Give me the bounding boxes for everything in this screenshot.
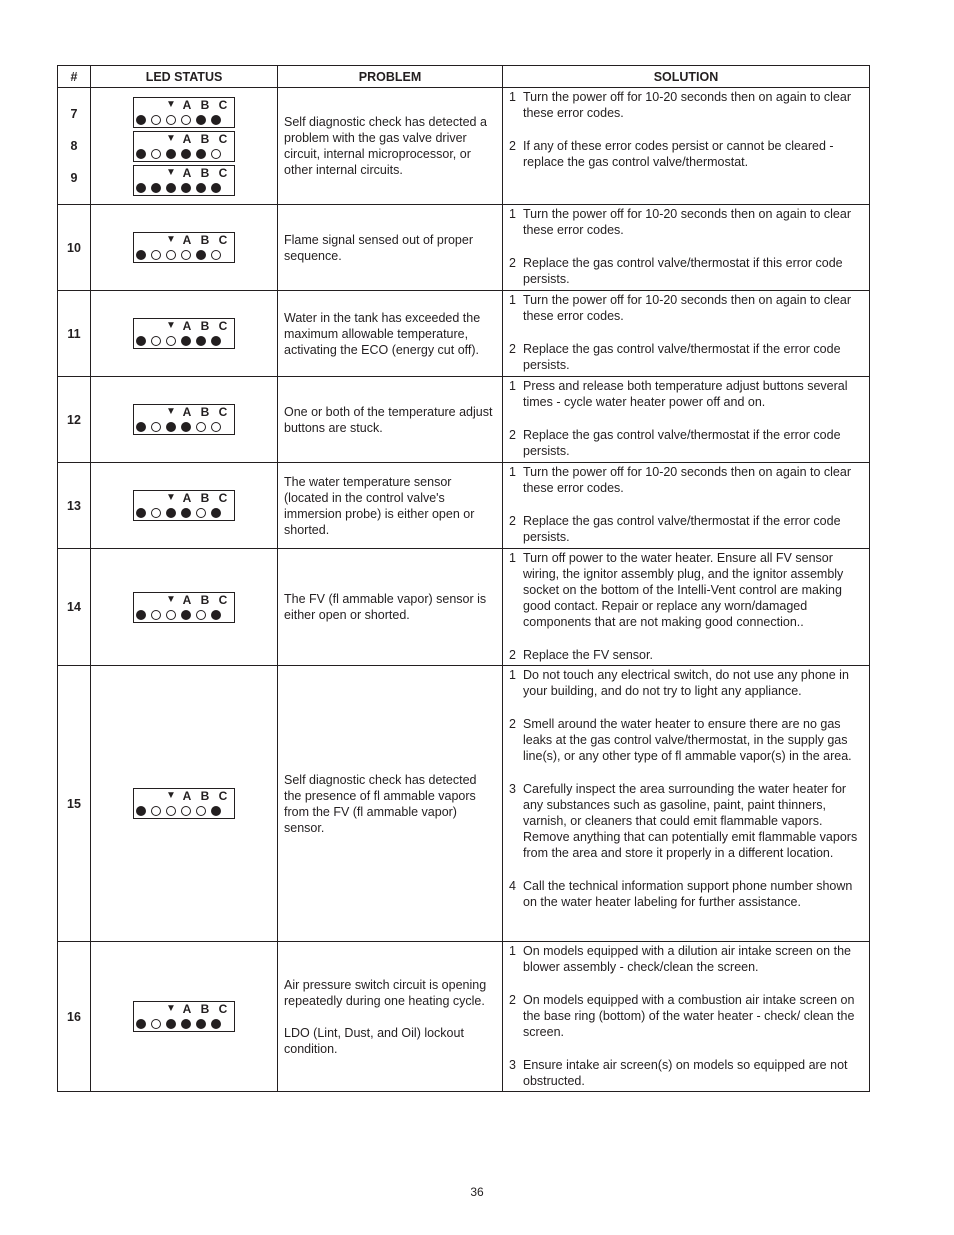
problem-cell <box>278 463 503 549</box>
solution-cell <box>503 88 870 205</box>
solution-cell <box>503 666 870 942</box>
solution-step-number: 2 <box>509 648 516 662</box>
error-code-table <box>57 65 870 1092</box>
led-off-icon <box>151 149 161 159</box>
led-label-b: B <box>200 405 210 419</box>
led-on-icon <box>196 1019 206 1029</box>
led-on-icon <box>196 115 206 125</box>
error-code-number: 15 <box>67 796 81 811</box>
led-off-icon <box>196 422 206 432</box>
solution-step <box>509 781 864 861</box>
error-code-list <box>58 106 90 186</box>
led-column-labels <box>164 593 232 607</box>
led-indicator-row <box>136 508 221 518</box>
led-label-a: A <box>182 97 192 112</box>
table-row <box>58 666 870 942</box>
led-status-group <box>91 592 277 623</box>
led-indicator-row <box>136 183 221 193</box>
led-marker-icon: ▼ <box>166 492 176 503</box>
solution-step <box>509 464 864 496</box>
paragraph-gap <box>509 764 864 780</box>
solution-step <box>509 513 864 545</box>
solution-step-text: On models equipped with a combustion air intake screen on the base ring (bottom) of the water heater - check/ clean the screen. <box>523 993 855 1039</box>
solution-step-text: Turn the power off for 10-20 seconds then on again to clear these error codes. <box>523 465 851 495</box>
led-on-icon <box>136 1019 146 1029</box>
paragraph-gap <box>509 496 864 512</box>
solution-step-text: Carefully inspect the area surrounding the water heater for any substances such as gasoline, paint, paint thinners, varnish, or cleaners that could emit flammable vapors. Remove anything that can potentially emit flammable vapors from the area and store it properly in a different location. <box>523 782 858 860</box>
error-code-list <box>58 498 90 514</box>
solution-step <box>509 89 864 121</box>
problem-text: Water in the tank has exceeded the maximum allowable temperature, activating the ECO (energy cut off). <box>284 310 481 357</box>
led-off-icon <box>166 250 176 260</box>
led-display <box>133 165 235 196</box>
led-display <box>133 318 235 349</box>
led-label-b: B <box>200 592 210 607</box>
led-label-a: A <box>182 592 192 607</box>
solution-step-number: 2 <box>509 139 516 153</box>
led-off-icon <box>211 149 221 159</box>
led-label-b: B <box>200 789 210 803</box>
led-on-icon <box>136 610 146 620</box>
solution-step <box>509 341 864 373</box>
led-off-icon <box>166 806 176 816</box>
solution-step <box>509 427 864 459</box>
paragraph-gap <box>509 238 864 254</box>
led-indicator-row <box>136 1019 221 1029</box>
table-row <box>58 291 870 377</box>
led-display <box>133 232 235 263</box>
error-code-list <box>58 796 90 812</box>
solution-cell <box>503 291 870 377</box>
paragraph-gap <box>509 410 864 426</box>
led-on-icon <box>211 336 221 346</box>
problem-cell <box>278 942 503 1092</box>
led-on-icon <box>211 1019 221 1029</box>
solution-step-text: If any of these error codes persist or cannot be cleared - replace the gas control valve/thermostat. <box>523 139 834 169</box>
led-on-icon <box>181 183 191 193</box>
solution-step <box>509 667 864 699</box>
solution-step-number: 1 <box>509 90 516 104</box>
led-marker-icon: ▼ <box>166 320 176 331</box>
led-status-cell <box>91 549 278 666</box>
solution-step-number: 2 <box>509 428 516 442</box>
led-label-c: C <box>218 319 228 333</box>
error-code-list <box>58 240 90 256</box>
header-problem: PROBLEM <box>278 66 503 88</box>
solution-step-text: Replace the gas control valve/thermostat if the error code persists. <box>523 428 841 458</box>
solution-step-text: Press and release both temperature adjust buttons several times - cycle water heater power off and on. <box>523 379 848 409</box>
paragraph-gap <box>509 1040 864 1056</box>
problem-text: The FV (fl ammable vapor) sensor is either open or shorted. <box>284 592 487 622</box>
solution-cell <box>503 205 870 291</box>
error-code-list <box>58 326 90 342</box>
led-on-icon <box>211 610 221 620</box>
led-on-icon <box>166 422 176 432</box>
error-code-cell <box>58 666 91 942</box>
led-label-a: A <box>182 405 192 419</box>
solution-step-text: Turn the power off for 10-20 seconds then on again to clear these error codes. <box>523 207 851 237</box>
led-off-icon <box>151 336 161 346</box>
led-column-labels <box>164 132 232 146</box>
solution-step <box>509 378 864 410</box>
solution-step <box>509 255 864 287</box>
solution-step <box>509 943 864 975</box>
led-status-cell <box>91 463 278 549</box>
solution-step-text: Turn off power to the water heater. Ensure all FV sensor wiring, the ignitor assembly plug, and the ignitor assembly socket on the bottom of the Intelli-Vent control are making good contact. Repair or replace any worn/damaged components that are not making good connection.. <box>523 551 844 629</box>
led-off-icon <box>151 1019 161 1029</box>
solution-step-text: Smell around the water heater to ensure there are no gas leaks at the gas control valve/thermostat, in the supply gas line(s), or any other type of fl ammable vapor(s) in the area. <box>523 717 852 763</box>
led-marker-icon: ▼ <box>166 406 176 417</box>
led-off-icon <box>181 250 191 260</box>
led-status-group <box>91 1001 277 1032</box>
led-label-c: C <box>218 165 228 180</box>
solution-step-number: 3 <box>509 782 516 796</box>
solution-step-number: 1 <box>509 379 516 393</box>
solution-step-number: 1 <box>509 207 516 221</box>
led-display <box>133 490 235 521</box>
led-status-cell <box>91 88 278 205</box>
led-label-b: B <box>200 491 210 505</box>
error-code-number: 10 <box>67 240 81 255</box>
solution-step <box>509 647 864 663</box>
led-on-icon <box>136 806 146 816</box>
problem-cell <box>278 377 503 463</box>
led-column-labels <box>164 789 232 803</box>
solution-step-text: On models equipped with a dilution air intake screen on the blower assembly - check/clean the screen. <box>523 944 851 974</box>
led-indicator-row <box>136 422 221 432</box>
header-led-status: LED STATUS <box>91 66 278 88</box>
table-row <box>58 377 870 463</box>
error-code-cell <box>58 377 91 463</box>
solution-step-text: Call the technical information support phone number shown on the water heater labeling for further assistance. <box>523 879 853 909</box>
led-marker-icon: ▼ <box>166 166 176 178</box>
problem-text: The water temperature sensor (located in the control valve's immersion probe) is either open or shorted. <box>284 474 475 537</box>
paragraph-gap <box>509 861 864 877</box>
error-code-list <box>58 1009 90 1025</box>
led-on-icon <box>181 149 191 159</box>
solution-step-number: 2 <box>509 717 516 731</box>
led-on-icon <box>211 115 221 125</box>
error-code-list <box>58 412 90 428</box>
led-label-c: C <box>218 491 228 505</box>
problem-text: Self diagnostic check has detected the presence of fl ammable vapors from the FV (fl ammable vapor) sensor. <box>284 772 477 835</box>
solution-step-text: Do not touch any electrical switch, do not use any phone in your building, and do not try to light any appliance. <box>523 668 849 698</box>
solution-step-number: 2 <box>509 514 516 528</box>
paragraph-gap <box>509 324 864 340</box>
paragraph-gap <box>284 1009 496 1025</box>
solution-step-text: Replace the FV sensor. <box>523 648 653 662</box>
problem-text: Flame signal sensed out of proper sequence. <box>284 232 473 263</box>
led-column-labels <box>164 98 232 112</box>
led-on-icon <box>211 806 221 816</box>
solution-step <box>509 716 864 764</box>
led-label-b: B <box>200 233 210 247</box>
led-label-a: A <box>182 491 192 505</box>
led-on-icon <box>136 183 146 193</box>
solution-step-text: Replace the gas control valve/thermostat if the error code persists. <box>523 342 841 372</box>
led-off-icon <box>211 250 221 260</box>
error-code-cell <box>58 291 91 377</box>
table-row <box>58 88 870 205</box>
led-label-a: A <box>182 233 192 247</box>
table-header-row <box>58 66 870 88</box>
led-label-c: C <box>218 405 228 419</box>
led-display <box>133 131 235 162</box>
solution-cell <box>503 463 870 549</box>
led-indicator-row <box>136 115 221 125</box>
solution-cell <box>503 549 870 666</box>
led-off-icon <box>151 250 161 260</box>
solution-step <box>509 138 864 170</box>
error-code-cell <box>58 88 91 205</box>
led-marker-icon: ▼ <box>166 132 176 144</box>
led-status-cell <box>91 666 278 942</box>
problem-text: LDO (Lint, Dust, and Oil) lockout condition. <box>284 1025 464 1056</box>
led-column-labels <box>164 166 232 180</box>
solution-step-number: 1 <box>509 465 516 479</box>
solution-step-number: 4 <box>509 879 516 893</box>
led-on-icon <box>181 508 191 518</box>
led-column-labels <box>164 405 232 419</box>
error-code-list <box>58 599 90 615</box>
led-off-icon <box>166 336 176 346</box>
led-status-group <box>91 788 277 819</box>
led-off-icon <box>151 610 161 620</box>
led-indicator-row <box>136 610 221 620</box>
solution-step-number: 1 <box>509 293 516 307</box>
header-num: # <box>58 66 91 88</box>
problem-text: Air pressure switch circuit is opening repeatedly during one heating cycle. <box>284 977 487 1008</box>
led-column-labels <box>164 233 232 247</box>
solution-step <box>509 550 864 630</box>
led-on-icon <box>181 610 191 620</box>
solution-step <box>509 292 864 324</box>
led-on-icon <box>136 149 146 159</box>
problem-text: One or both of the temperature adjust buttons are stuck. <box>284 404 493 435</box>
problem-cell <box>278 291 503 377</box>
led-display <box>133 97 235 128</box>
led-label-b: B <box>200 319 210 333</box>
led-on-icon <box>166 149 176 159</box>
led-display <box>133 592 235 623</box>
solution-cell <box>503 942 870 1092</box>
solution-step-number: 2 <box>509 342 516 356</box>
solution-step-number: 1 <box>509 668 516 682</box>
led-on-icon <box>166 183 176 193</box>
led-label-b: B <box>200 1002 210 1016</box>
error-code-number: 8 <box>70 139 78 153</box>
led-on-icon <box>196 183 206 193</box>
problem-cell <box>278 88 503 205</box>
led-label-a: A <box>182 1002 192 1016</box>
solution-step <box>509 992 864 1040</box>
led-label-b: B <box>200 97 210 112</box>
solution-step-text: Replace the gas control valve/thermostat if the error code persists. <box>523 514 841 544</box>
led-status-cell <box>91 942 278 1092</box>
led-off-icon <box>166 610 176 620</box>
led-on-icon <box>211 183 221 193</box>
led-off-icon <box>196 610 206 620</box>
error-code-cell <box>58 942 91 1092</box>
led-off-icon <box>166 115 176 125</box>
led-on-icon <box>211 508 221 518</box>
error-code-cell <box>58 463 91 549</box>
led-display <box>133 1001 235 1032</box>
error-code-number: 7 <box>70 107 78 121</box>
led-indicator-row <box>136 250 221 260</box>
solution-step-text: Replace the gas control valve/thermostat if this error code persists. <box>523 256 843 286</box>
error-code-number: 9 <box>70 171 78 185</box>
header-solution: SOLUTION <box>503 66 870 88</box>
led-label-c: C <box>218 233 228 247</box>
led-on-icon <box>136 115 146 125</box>
led-marker-icon: ▼ <box>166 790 176 801</box>
led-label-a: A <box>182 789 192 803</box>
led-on-icon <box>181 336 191 346</box>
solution-step-number: 2 <box>509 256 516 270</box>
led-label-a: A <box>182 319 192 333</box>
solution-step-text: Turn the power off for 10-20 seconds then on again to clear these error codes. <box>523 293 851 323</box>
table-row <box>58 205 870 291</box>
page-number: 36 <box>470 1185 484 1199</box>
led-status-cell <box>91 377 278 463</box>
led-status-cell <box>91 291 278 377</box>
led-label-c: C <box>218 789 228 803</box>
led-off-icon <box>151 508 161 518</box>
led-marker-icon: ▼ <box>166 98 176 110</box>
table-row <box>58 549 870 666</box>
led-label-b: B <box>200 165 210 180</box>
solution-cell <box>503 377 870 463</box>
solution-step-text: Ensure intake air screen(s) on models so equipped are not obstructed. <box>523 1058 848 1088</box>
led-marker-icon: ▼ <box>166 593 176 605</box>
led-label-c: C <box>218 592 228 607</box>
led-on-icon <box>166 508 176 518</box>
led-on-icon <box>196 336 206 346</box>
problem-cell <box>278 205 503 291</box>
error-code-number: 14 <box>67 600 81 614</box>
led-on-icon <box>136 508 146 518</box>
led-label-c: C <box>218 1002 228 1016</box>
led-label-a: A <box>182 131 192 146</box>
error-code-number: 11 <box>67 326 81 341</box>
led-label-a: A <box>182 165 192 180</box>
led-status-group <box>91 490 277 521</box>
led-column-labels <box>164 491 232 505</box>
led-label-c: C <box>218 131 228 146</box>
led-status-group <box>91 404 277 435</box>
paragraph-gap <box>509 699 864 715</box>
problem-cell <box>278 666 503 942</box>
led-off-icon <box>151 115 161 125</box>
led-on-icon <box>166 1019 176 1029</box>
led-off-icon <box>181 115 191 125</box>
led-marker-icon: ▼ <box>166 234 176 245</box>
table-row <box>58 463 870 549</box>
led-status-group <box>91 97 277 196</box>
error-code-cell <box>58 549 91 666</box>
led-label-c: C <box>218 97 228 112</box>
problem-cell <box>278 549 503 666</box>
solution-step-number: 1 <box>509 551 516 565</box>
error-code-cell <box>58 205 91 291</box>
solution-step <box>509 206 864 238</box>
paragraph-gap <box>509 975 864 991</box>
led-off-icon <box>196 806 206 816</box>
led-label-b: B <box>200 131 210 146</box>
led-column-labels <box>164 319 232 333</box>
error-code-number: 13 <box>67 498 81 513</box>
solution-step-number: 3 <box>509 1058 516 1072</box>
led-on-icon <box>136 250 146 260</box>
led-status-group <box>91 318 277 349</box>
solution-step-number: 1 <box>509 944 516 958</box>
paragraph-gap <box>509 121 864 137</box>
table-row <box>58 942 870 1092</box>
error-code-number: 12 <box>67 412 81 427</box>
solution-step <box>509 1057 864 1089</box>
led-indicator-row <box>136 149 221 159</box>
led-column-labels <box>164 1002 232 1016</box>
led-on-icon <box>136 422 146 432</box>
paragraph-gap <box>509 630 864 646</box>
problem-text: Self diagnostic check has detected a problem with the gas valve driver circuit, internal microprocessor, or other internal circuits. <box>284 115 487 177</box>
solution-step-number: 2 <box>509 993 516 1007</box>
led-on-icon <box>181 422 191 432</box>
led-off-icon <box>211 422 221 432</box>
led-on-icon <box>181 1019 191 1029</box>
led-off-icon <box>151 806 161 816</box>
led-marker-icon: ▼ <box>166 1003 176 1014</box>
led-off-icon <box>151 422 161 432</box>
solution-step-text: Turn the power off for 10-20 seconds then on again to clear these error codes. <box>523 90 851 120</box>
solution-step <box>509 878 864 910</box>
led-off-icon <box>196 508 206 518</box>
led-on-icon <box>196 149 206 159</box>
led-on-icon <box>151 183 161 193</box>
led-display <box>133 788 235 819</box>
led-indicator-row <box>136 806 221 816</box>
error-code-number: 16 <box>67 1009 81 1024</box>
led-off-icon <box>181 806 191 816</box>
led-on-icon <box>196 250 206 260</box>
led-indicator-row <box>136 336 221 346</box>
led-status-group <box>91 232 277 263</box>
led-display <box>133 404 235 435</box>
led-status-cell <box>91 205 278 291</box>
led-on-icon <box>136 336 146 346</box>
